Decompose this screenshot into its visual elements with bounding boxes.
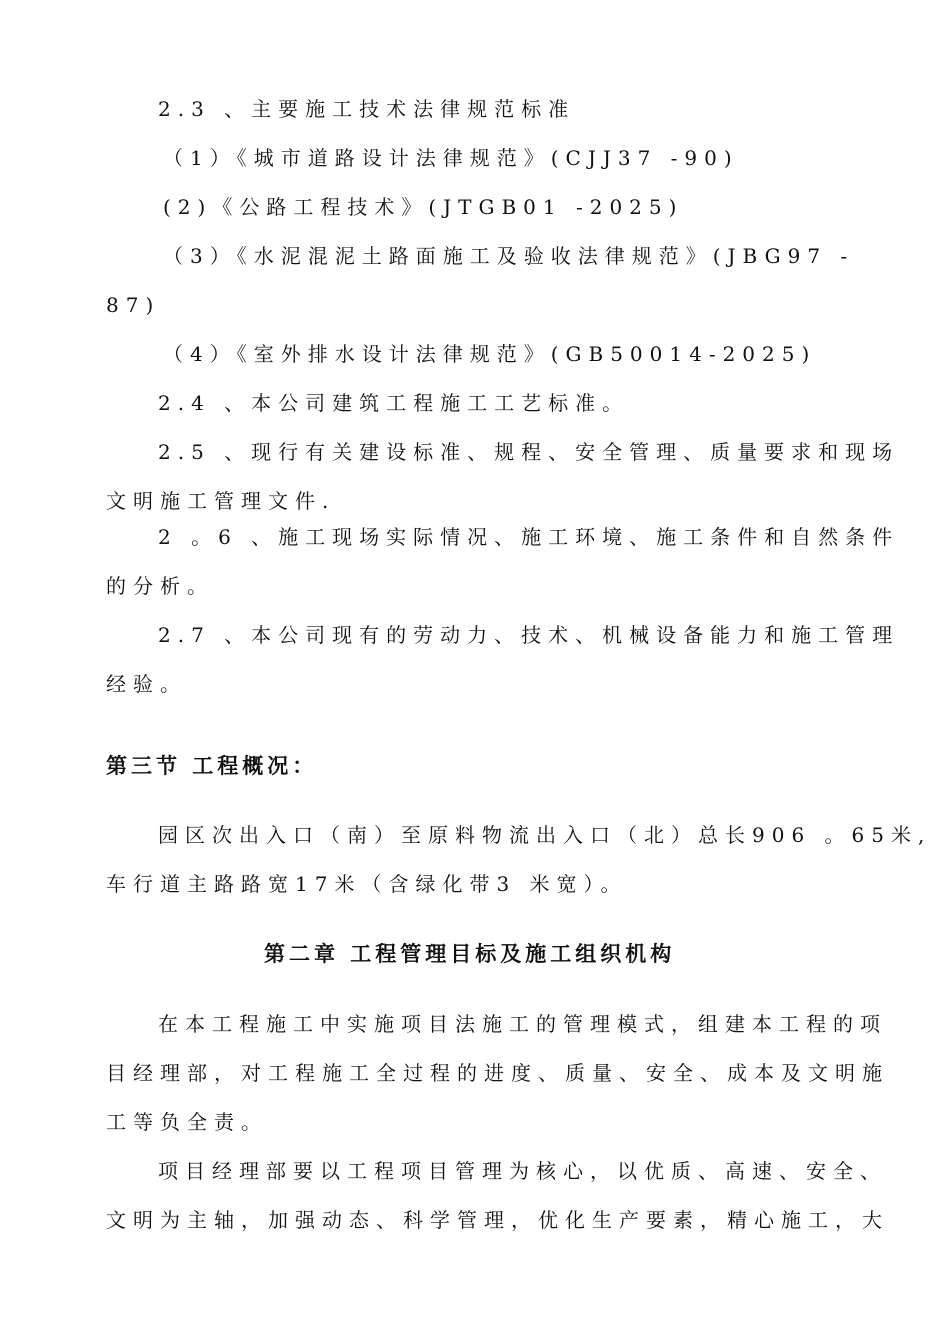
chapter-paragraph-2-line-2: 文明为主轴，加强动态、科学管理，优化生产要素，精心施工，大 [106, 1208, 889, 1232]
clause-2-6: 2 。6 、施工现场实际情况、施工环境、施工条件和自然条件 [158, 525, 900, 549]
chapter-paragraph-1-line-3: 工等负全责。 [106, 1110, 268, 1134]
clause-2-5-continued: 文明施工管理文件. [106, 489, 336, 513]
reference-3-continued: 87) [106, 293, 161, 317]
clause-2-7: 2.7 、本公司现有的劳动力、技术、机械设备能力和施工管理 [158, 623, 900, 647]
clause-2-7-continued: 经验。 [106, 672, 187, 696]
reference-3: （3）《水泥混泥土路面施工及验收法律规范》(JBG97 - [163, 244, 855, 268]
clause-2-4: 2.4 、本公司建筑工程施工工艺标准。 [158, 391, 630, 415]
reference-4: （4）《室外排水设计法律规范》(GB50014-2025) [163, 342, 817, 366]
chapter-heading: 第二章 工程管理目标及施工组织机构 [264, 942, 676, 966]
chapter-paragraph-1-line-2: 目经理部，对工程施工全过程的进度、质量、安全、成本及文明施 [106, 1061, 889, 1085]
clause-2-6-continued: 的分析。 [106, 574, 214, 598]
section-heading-project-overview: 第三节 工程概况： [106, 754, 318, 778]
clause-2-5: 2.5 、现行有关建设标准、规程、安全管理、质量要求和现场 [158, 440, 900, 464]
chapter-paragraph-2: 项目经理部要以工程项目管理为核心，以优质、高速、安全、 [158, 1159, 887, 1183]
chapter-paragraph-1: 在本工程施工中实施项目法施工的管理模式，组建本工程的项 [158, 1012, 887, 1036]
reference-2: (2)《公路工程技术》(JTGB01 -2025) [163, 195, 684, 219]
project-overview-paragraph: 园区次出入口（南）至原料物流出入口（北）总长906 。65米, [158, 823, 932, 847]
project-overview-paragraph-continued: 车行道主路路宽17米（含绿化带3 米宽）。 [106, 872, 628, 896]
reference-1: （1）《城市道路设计法律规范》(CJJ37 -90) [163, 146, 739, 170]
clause-2-3: 2.3 、主要施工技术法律规范标准 [158, 97, 576, 121]
